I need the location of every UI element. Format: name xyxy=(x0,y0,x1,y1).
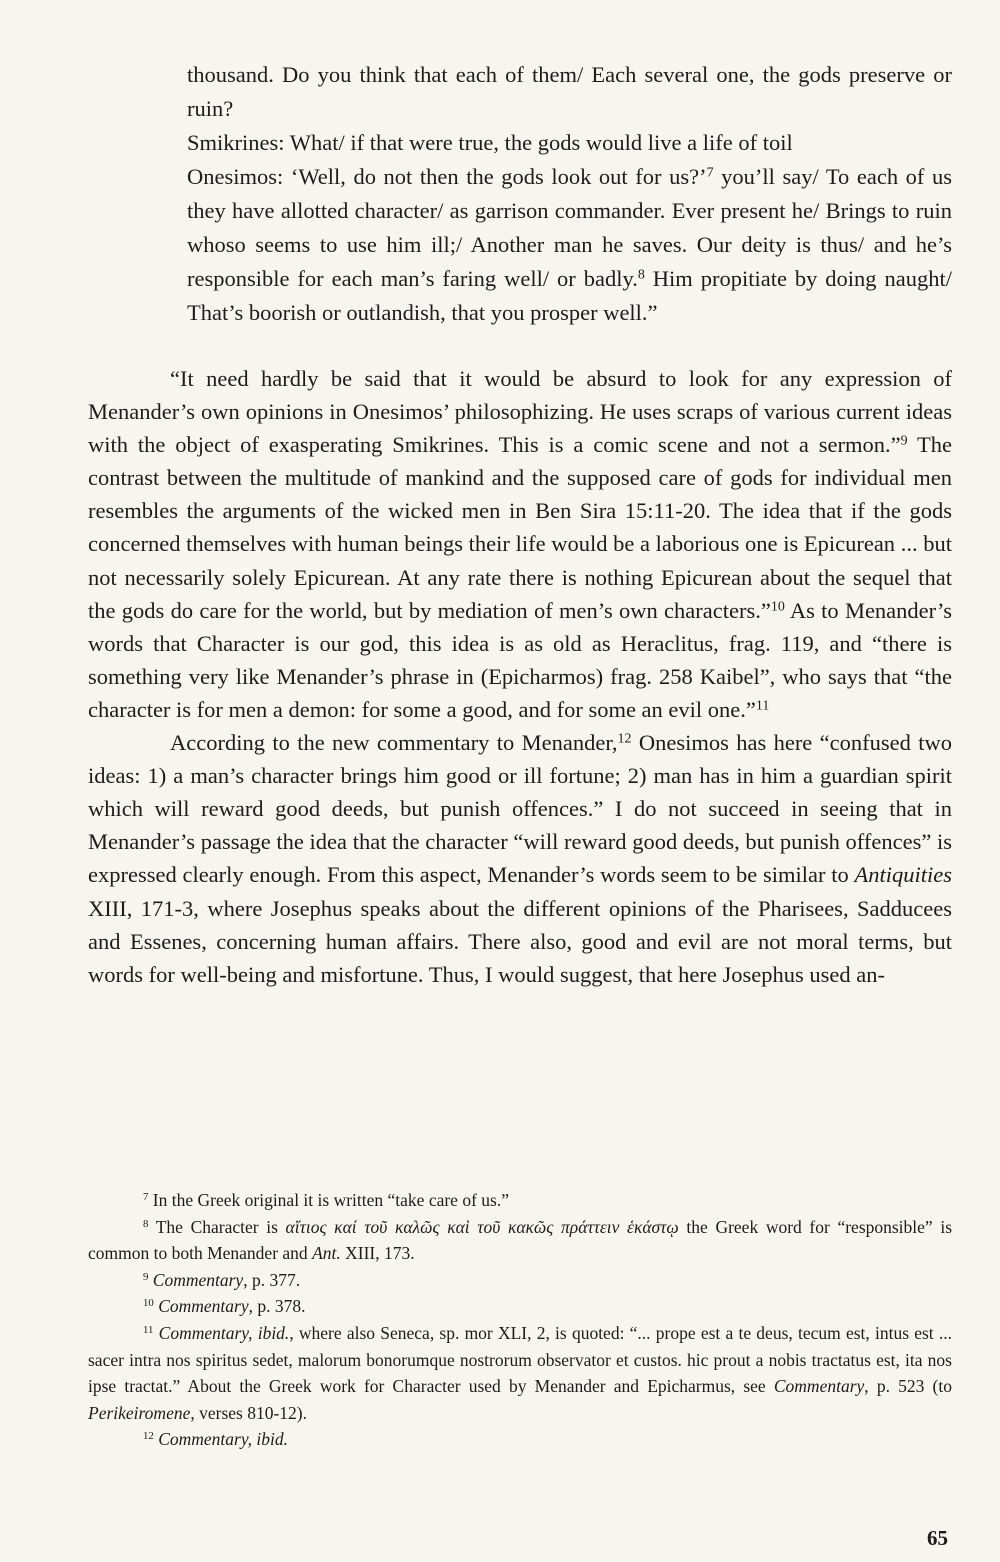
body-text xyxy=(88,362,952,991)
page-number: 65 xyxy=(927,1526,948,1550)
footnote-7: $^7$ In the Greek original it is written “take care of us.” xyxy=(143,1190,509,1210)
quote-line-2: Smikrines: What/ if that were true, the gods would live a life of toil xyxy=(187,130,793,155)
footnote-ref-7: 7 xyxy=(706,165,714,181)
footnote-ref-8: 8 xyxy=(637,267,645,283)
quote-line-3: Onesimos: ‘Well, do not then the gods look out for us?’$^7$ you’ll say/ To each of us they have allotted character/ as garrison commander. Ever present he/ Brings to ruin whoso seems to use him ill;/ Another man he saves. Our deity is thus/ and he’s responsible for each man’s faring well/ or badly.$^8$ Him propitiate by doing naught/ That’s boorish or outlandish, that you prosper well.” xyxy=(187,164,953,325)
footnote-12: $^{12}$ Commentary, ibid. xyxy=(143,1429,289,1450)
footnote-11: $^{11}$ Commentary, ibid., where also Seneca, sp. mor XLI, 2, is quoted: “... prope est a te deus, tecum est, intus est ... sacer intra nos spiritus sedet, malorum bonorumque nostrorum observator et custos. hic prout a nobis tractatus est, ita nos ipse tractat.” About the Greek work for Character used by Menander and Epicharmus, see Commentary, p. 523 (to Perikeiromene, verses 810-12). xyxy=(88,1322,953,1423)
footnote-9: $^9$ Commentary, p. 377. xyxy=(143,1269,301,1290)
footnote-ref-10: 10 xyxy=(770,598,785,614)
footnote-ref-9: 9 xyxy=(900,433,908,449)
paragraph-2: According to the new commentary to Menander,$^{12}$ Onesimos has here “confused two ideas: 1) a man’s character brings him good or ill fortune; 2) man has in him a guardian spirit which will reward good deeds, but punish offences.” I do not succeed in seeing that in Menander’s passage the idea that the character “will reward good deeds, but punish offences” is expressed clearly enough. From this aspect, Menander’s words seem to be similar to Antiquities XIII, 171-3, where Josephus speaks about the different opinions of the Pharisees, Sadducees and Essenes, concerning human affairs. There also, good and evil are not moral terms, but words for well-being and misfortune. Thus, I would suggest, that here Josephus used an- xyxy=(88,730,952,987)
footnote-10: $^{10}$ Commentary, p. 378. xyxy=(143,1296,306,1317)
work-title: Antiquities xyxy=(854,862,952,888)
verse-quotation xyxy=(187,58,952,330)
footnote-ref-11: 11 xyxy=(755,698,770,714)
greek-phrase: αἴτιος καί τοῦ καλῶς καὶ τοῦ κακῶς πράττειν ἑκάστῳ xyxy=(285,1216,679,1237)
quote-line-1: thousand. Do you think that each of them/ Each several one, the gods preserve or ruin? xyxy=(187,62,952,121)
footnotes xyxy=(88,1187,952,1453)
footnote-ref-12: 12 xyxy=(617,731,632,747)
paragraph-1: “It need hardly be said that it would be absurd to look for any expression of Menander’s own opinions in Onesimos’ philosophizing. He uses scraps of various current ideas with the object of exasperating Smikrines. This is a comic scene and not a sermon.”$^9$ The contrast between the multitude of mankind and the supposed care of gods for individual men resembles the arguments of the wicked men in Ben Sira 15:11-20. The idea that if the gods concerned themselves with human beings their life would be a laborious one is Epicurean ... but not necessarily solely Epicurean. At any rate there is nothing Epicurean about the sequel that the gods do care for the world, but by mediation of men’s own characters.”$^{10}$ As to Menander’s words that Character is our god, this idea is as old as Heraclitus, frag. 119, and “there is something very like Menander’s phrase in (Epicharmos) frag. 258 Kaibel”, who says that “the character is for men a demon: for some a good, and for some an evil one.”$^{11}$ xyxy=(88,366,952,722)
footnote-8: $^8$ The Character is αἴτιος καί τοῦ καλῶς καὶ τοῦ κακῶς πράττειν ἑκάστῳ the Greek word for “responsible” is common to both Menander and Ant. XIII, 173. xyxy=(88,1216,952,1264)
